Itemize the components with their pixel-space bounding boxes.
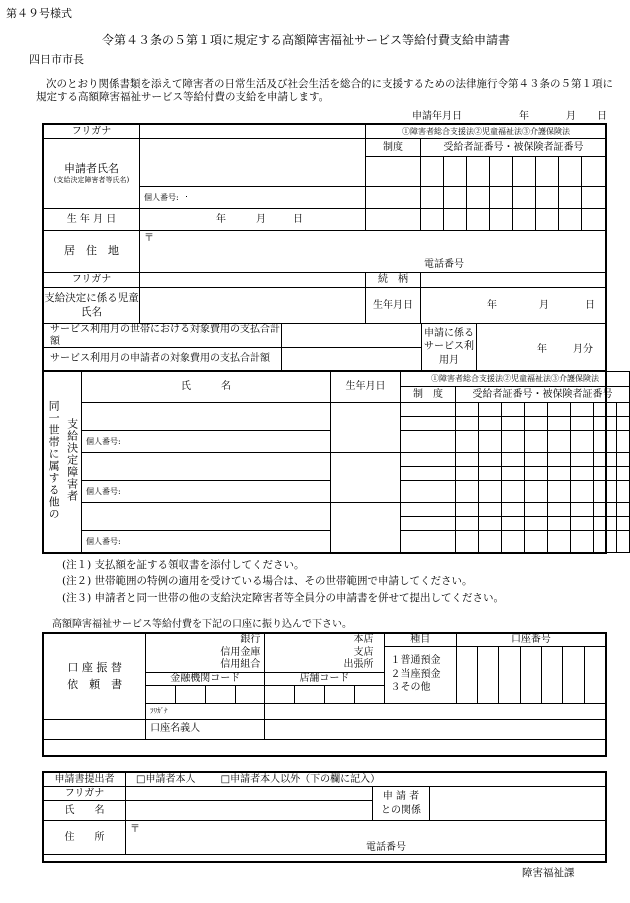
beneficiary-digit[interactable]: [513, 157, 536, 187]
submitter-relation-1: 申 請 者: [382, 790, 420, 802]
applicant-name-field[interactable]: [140, 139, 366, 187]
birth-col-header: 生年月日: [331, 372, 401, 403]
system-field-2[interactable]: [366, 187, 421, 209]
branch-type[interactable]: [265, 634, 384, 673]
kind-current: ２当座預金: [390, 668, 441, 680]
submitter-label: 申請書提出者: [44, 773, 126, 787]
member-system[interactable]: [401, 531, 456, 553]
member-system[interactable]: [401, 417, 456, 431]
same-household-label: 同一世帯に属する他の: [47, 400, 61, 521]
beneficiary-digit[interactable]: [559, 157, 582, 187]
holder-furigana-field[interactable]: [265, 703, 606, 719]
phone-label: 電話番号: [424, 259, 464, 270]
system-field-1[interactable]: [366, 157, 421, 187]
service-month-unit: 月分: [573, 344, 593, 355]
kind-other: ３その他: [390, 682, 431, 694]
beneficiary-digit[interactable]: [421, 187, 444, 209]
furigana-field[interactable]: [140, 125, 366, 139]
name-col-header: 氏 名: [82, 372, 331, 403]
inst-code-digit[interactable]: [175, 685, 205, 703]
member-system[interactable]: [401, 503, 456, 517]
submitter-phone-label: 電話番号: [366, 842, 406, 853]
member1-name[interactable]: [82, 403, 331, 431]
bank-table: [43, 633, 606, 740]
branch-code-digit[interactable]: [265, 685, 295, 703]
furigana2-label: フリガナ: [44, 273, 140, 288]
member3-name[interactable]: [82, 503, 331, 531]
household-total-field[interactable]: [282, 324, 422, 348]
beneficiary-digit[interactable]: [582, 157, 607, 187]
branch-code-label: 店舗コード: [265, 672, 384, 685]
application-day: 日: [597, 111, 607, 122]
beneficiary-digit[interactable]: [467, 187, 490, 209]
holder-furigana-label: ﾌﾘｶﾞﾅ: [146, 703, 265, 719]
submitter-table: [43, 772, 607, 855]
child-name-field[interactable]: [140, 288, 366, 324]
system-field-3[interactable]: [366, 209, 421, 231]
account-digit[interactable]: [584, 646, 605, 703]
birthdate2-label: 生年月日: [366, 288, 421, 324]
beneficiary-digit[interactable]: [559, 187, 582, 209]
branch-code-digit[interactable]: [324, 685, 354, 703]
submitter-address-field[interactable]: [126, 821, 607, 855]
department: 障害福祉課: [522, 867, 575, 879]
totals-table: [43, 323, 607, 371]
account-digit[interactable]: [520, 646, 541, 703]
beneficiary-digit[interactable]: [582, 209, 607, 231]
mynumber-row[interactable]: [140, 187, 366, 209]
relation-label: 続 柄: [366, 273, 421, 288]
note-2: (注２) 世帯範囲の特例の適用を受けている場合は、その世帯範囲で申請してください。: [62, 575, 473, 588]
submitter-option-self[interactable]: □申請者本人: [136, 773, 196, 785]
inst-type-shinkin: 信用金庫: [220, 646, 261, 658]
beneficiary-digit[interactable]: [536, 157, 559, 187]
beneficiary-digit[interactable]: [490, 157, 513, 187]
notes: [62, 557, 504, 606]
birthdate-field[interactable]: [140, 209, 366, 231]
household-table: [43, 371, 630, 553]
beneficiary-digit[interactable]: [467, 209, 490, 231]
member3-mynumber-label: 個人番号:: [86, 536, 121, 546]
submitter-relation-2: との関係: [381, 804, 421, 816]
beneficiary-label-1: 受給者証番号・被保険者証番号: [421, 139, 607, 157]
submitter-relation-field[interactable]: [430, 787, 607, 821]
note-3: (注３) 申請者と同一世帯の他の支給決定障害者等全員分の申請書を併せて提出してください。: [62, 591, 505, 604]
law-header-1: ①障害者総合支援法②児童福祉法③介護保険法: [366, 125, 607, 139]
form-number: 第４９号様式: [6, 7, 72, 20]
branch-type-office: 出張所: [343, 659, 374, 670]
beneficiary-digit[interactable]: [536, 187, 559, 209]
note-1: (注１) 支払額を証する領収書を添付してください。: [62, 559, 305, 571]
child-name-label: 支給決定に係る児童氏名: [44, 288, 140, 324]
household-total-label: サービス利用月の世帯における対象費用の支払合計額: [44, 324, 282, 348]
application-year: 年: [519, 111, 529, 122]
member1-mynumber[interactable]: [82, 431, 331, 453]
beneficiary-digit[interactable]: [513, 187, 536, 209]
submitter-address-label: 住 所: [44, 821, 126, 855]
applicant-name-note: (支給決定障害者等氏名): [53, 175, 130, 184]
member2-mynumber-label: 個人番号:: [86, 486, 121, 496]
inst-code-digit[interactable]: [205, 685, 235, 703]
branch-code-digit[interactable]: [295, 685, 325, 703]
address-label: 居 住 地: [44, 231, 140, 273]
birth-year-unit: 年: [216, 214, 226, 225]
child-year-unit: 年: [487, 300, 497, 311]
submitter-furigana-label: フリガナ: [44, 787, 126, 801]
member1-mynumber-label: 個人番号:: [86, 436, 121, 446]
child-month-unit: 月: [539, 300, 549, 311]
branch-type-main: 本店: [353, 634, 374, 645]
beneficiary-digit[interactable]: [490, 209, 513, 231]
birthdate-label: 生 年 月 日: [44, 209, 140, 231]
member-system[interactable]: [401, 467, 456, 481]
system-label-2: 制 度: [401, 387, 456, 403]
addressee: 四日市市長: [29, 53, 84, 66]
beneficiary-digit[interactable]: [490, 187, 513, 209]
relation-field[interactable]: [421, 273, 607, 288]
postal-mark: 〒: [144, 233, 154, 244]
member1-birth[interactable]: [331, 403, 401, 453]
service-year-unit: 年: [537, 344, 547, 355]
system-label-1: 制度: [366, 139, 421, 157]
member-system[interactable]: [401, 431, 456, 453]
applicant-total-field[interactable]: [282, 348, 422, 371]
submitter-postal-mark: 〒: [130, 824, 140, 835]
beneficiary-digit[interactable]: [444, 209, 467, 231]
form-title: 令第４３条の５第１項に規定する高額障害福祉サービス等給付費支給申請書: [102, 33, 511, 47]
furigana-label: フリガナ: [44, 125, 140, 139]
bank-label-2: 依 頼 書: [67, 678, 123, 692]
holder-label: 口座名義人: [146, 719, 265, 739]
application-month: 月: [566, 111, 576, 122]
intro-text: 次のとおり関係書類を添えて障害者の日常生活及び社会生活を総合的に支援するための法律施行令第４３条の５第１項に規定する高額障害福祉サービス等給付費の支給を申請します。: [36, 78, 613, 104]
beneficiary-digit[interactable]: [536, 209, 559, 231]
inst-code-digit[interactable]: [146, 685, 176, 703]
account-digit[interactable]: [478, 646, 499, 703]
institution-type[interactable]: [146, 634, 265, 673]
branch-code-digit[interactable]: [354, 685, 384, 703]
bank-intro: 高額障害福祉サービス等給付費を下記の口座に振り込んで下さい。: [52, 619, 352, 630]
member2-mynumber[interactable]: [82, 481, 331, 503]
account-digit[interactable]: [499, 646, 520, 703]
kind-ordinary: １普通預金: [390, 655, 441, 667]
account-digit[interactable]: [542, 646, 563, 703]
member3-birth[interactable]: [331, 503, 401, 553]
beneficiary-digit[interactable]: [421, 209, 444, 231]
kind-options[interactable]: [384, 646, 456, 703]
member3-mynumber[interactable]: [82, 531, 331, 553]
furigana2-field[interactable]: [140, 273, 366, 288]
submitter-name-label: 氏 名: [44, 801, 126, 821]
beneficiary-digit[interactable]: [467, 157, 490, 187]
kind-label: 種目: [384, 634, 456, 647]
applicant-total-label: サービス利用月の申請者の対象費用の支払合計額: [44, 348, 282, 371]
member2-name[interactable]: [82, 453, 331, 481]
member2-birth[interactable]: [331, 453, 401, 503]
service-month-label: 申請に係るサービス利用月: [422, 324, 477, 371]
inst-code-label: 金融機関コード: [146, 672, 265, 685]
child-day-unit: 日: [585, 300, 595, 311]
decision-person-label: 支給決定障害者: [65, 418, 79, 503]
bank-label-1: 口 座 振 替: [67, 660, 122, 674]
beneficiary-digit[interactable]: [582, 187, 607, 209]
beneficiary-digit[interactable]: [421, 157, 444, 187]
holder-field[interactable]: [265, 719, 606, 739]
member-system[interactable]: [401, 403, 456, 417]
submitter-name-field[interactable]: [126, 801, 373, 821]
law-header-2: ①障害者総合支援法②児童福祉法③介護保険法: [401, 372, 630, 387]
member-system[interactable]: [401, 453, 456, 467]
beneficiary-digit[interactable]: [513, 209, 536, 231]
main-table-child: [43, 272, 607, 324]
child-birth-field[interactable]: [421, 288, 607, 324]
submitter-option-other[interactable]: □申請者本人以外（下の欄に記入）: [220, 773, 381, 785]
branch-type-branch: 支店: [353, 646, 374, 658]
inst-code-digit[interactable]: [235, 685, 265, 703]
beneficiary-label-2: 受給者証番号・被保険者証番号: [456, 387, 630, 403]
member-system[interactable]: [401, 481, 456, 503]
service-month-field[interactable]: [477, 324, 607, 371]
account-digit[interactable]: [456, 646, 477, 703]
inst-type-bank: 銀行: [240, 634, 261, 645]
inst-type-kumiai: 信用組合: [220, 659, 261, 670]
address-field[interactable]: [140, 231, 607, 273]
account-no-label: 口座番号: [456, 634, 605, 647]
beneficiary-digit[interactable]: [444, 187, 467, 209]
mynumber-label: 個人番号:: [144, 192, 179, 202]
submitter-furigana-field[interactable]: [126, 787, 373, 801]
application-date-label: 申請年月日: [412, 111, 462, 122]
beneficiary-digit[interactable]: [444, 157, 467, 187]
member-system[interactable]: [401, 517, 456, 531]
beneficiary-digit[interactable]: [559, 209, 582, 231]
applicant-name-label: 申請者氏名: [64, 162, 119, 176]
main-table-top: [43, 124, 607, 273]
birth-day-unit: 日: [293, 214, 303, 225]
birth-month-unit: 月: [256, 214, 266, 225]
account-digit[interactable]: [563, 646, 584, 703]
